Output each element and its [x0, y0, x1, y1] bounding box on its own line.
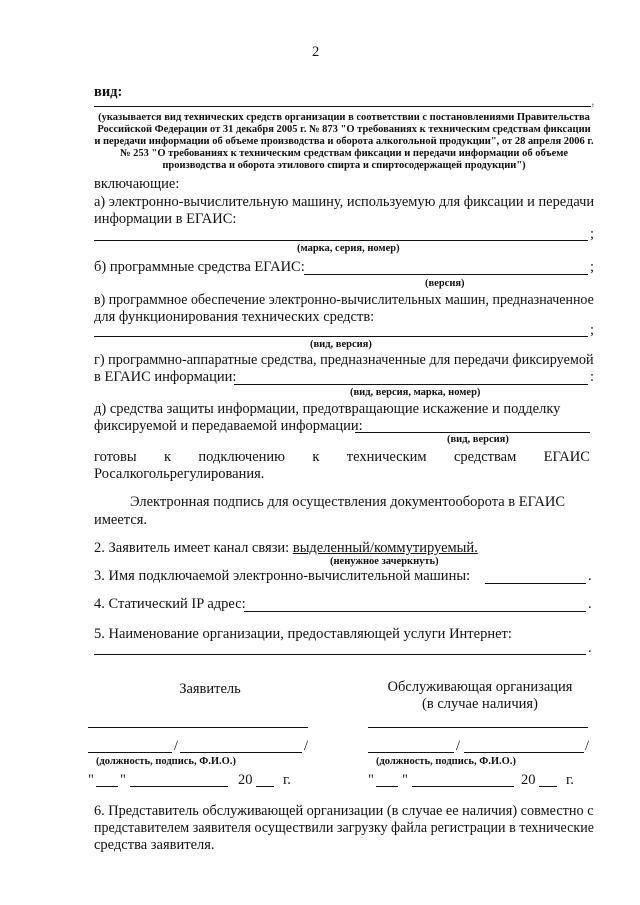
applicant-signature-line[interactable]	[180, 752, 302, 753]
service-year-line[interactable]	[539, 786, 557, 787]
item-v-hint: (вид, версия)	[310, 339, 372, 350]
paragraph-6-line-3: средства заявителя.	[94, 837, 215, 853]
service-date-close-quote: "	[402, 772, 408, 788]
page-number: 2	[312, 44, 320, 60]
channel-options[interactable]: выделенный/коммутируемый.	[292, 540, 478, 556]
paragraph-5-period: .	[588, 640, 592, 656]
note-line-4: № 253 "О требованиях к техническим средствам фиксации и передачи информации об объеме	[119, 148, 569, 159]
applicant-position-line[interactable]	[88, 752, 172, 753]
applicant-date-open-quote: "	[88, 772, 94, 788]
vid-fill-line[interactable]	[94, 106, 591, 107]
item-a-fill-line[interactable]	[94, 240, 588, 241]
item-g-line-2: в ЕГАИС информации:	[94, 369, 237, 385]
paragraph-3-period: .	[588, 568, 592, 584]
item-v-semicolon: ;	[590, 322, 595, 338]
item-d-fill-line[interactable]	[355, 432, 590, 433]
item-v-line-1: в) программное обеспечение электронно-вычислительных машин, предназначенное	[94, 292, 594, 308]
service-date-open-quote: "	[368, 772, 374, 788]
ready-word: средствам	[453, 449, 517, 465]
applicant-slash-1: /	[174, 738, 179, 754]
service-position-hint: (должность, подпись, Ф.И.О.)	[376, 756, 516, 767]
ip-address-fill-line[interactable]	[244, 611, 586, 612]
paragraph-6-line-1: 6. Представитель обслуживающей организации (в случае ее наличия) совместно с	[94, 803, 594, 819]
service-org-name-line[interactable]	[368, 727, 588, 728]
paragraph-4: 4. Статический IP адрес:	[94, 596, 246, 612]
service-position-line[interactable]	[368, 752, 454, 753]
computer-name-fill-line[interactable]	[485, 583, 586, 584]
item-g-hint: (вид, версия, марка, номер)	[350, 387, 481, 398]
applicant-name-line[interactable]	[88, 727, 308, 728]
ready-word: готовы	[94, 449, 137, 465]
applicant-day-line[interactable]	[96, 786, 118, 787]
service-signature-line[interactable]	[464, 752, 584, 753]
service-year-prefix: 20	[521, 772, 536, 788]
applicant-date-close-quote: "	[120, 772, 126, 788]
service-year-suffix: г.	[566, 772, 574, 788]
paragraph-6-line-2: представителем заявителя осуществили загрузку файла регистрации в технические	[94, 820, 594, 836]
item-b-semicolon: ;	[590, 259, 595, 275]
service-slash-1: /	[456, 738, 461, 754]
vid-comma: ,	[592, 93, 594, 109]
item-g-line-1: г) программно-аппаратные средства, предназначенные для передачи фиксируемой	[94, 352, 594, 368]
signature-line-2: имеется.	[94, 512, 148, 528]
note-line-2: Российской Федерации от 31 декабря 2005 г. № 873 "О требованиях к техническим средствам фиксации	[97, 124, 591, 135]
item-v-line-2: для функционирования технических средств:	[94, 309, 375, 325]
item-g-colon: :	[590, 369, 595, 385]
applicant-month-line[interactable]	[130, 786, 228, 787]
item-d-hint: (вид, версия)	[447, 434, 509, 445]
service-org-if-any: (в случае наличия)	[422, 696, 538, 712]
note-line-3: и передачи информации об объеме производства и оборота алкогольной продукции", от 28 апреля 2006 г.	[94, 136, 594, 147]
item-d-line-1: д) средства защиты информации, предотвращающие искажение и подделку	[94, 401, 561, 417]
note-line-1: (указывается вид технических средств организации в соответствии с постановлениями Правительства	[98, 112, 590, 123]
item-a-hint: (марка, серия, номер)	[297, 243, 400, 254]
applicant-year-line[interactable]	[256, 786, 274, 787]
paragraph-4-period: .	[588, 596, 592, 612]
including-label: включающие:	[94, 176, 180, 192]
service-month-line[interactable]	[412, 786, 514, 787]
paragraph-2-prefix: 2. Заявитель имеет канал связи:	[94, 540, 290, 556]
item-a-semicolon: ;	[590, 226, 595, 242]
ready-line-1	[94, 449, 590, 466]
item-g-fill-line[interactable]	[234, 384, 588, 385]
ready-word: подключению	[198, 449, 285, 465]
service-day-line[interactable]	[376, 786, 398, 787]
paragraph-5: 5. Наименование организации, предоставляющей услуги Интернет:	[94, 626, 512, 642]
item-b-hint: (версия)	[425, 278, 465, 289]
ready-word: ЕГАИС	[543, 449, 590, 465]
item-b-fill-line[interactable]	[304, 274, 588, 275]
item-v-fill-line[interactable]	[94, 336, 588, 337]
service-org-heading: Обслуживающая организация	[387, 679, 573, 695]
service-slash-2: /	[585, 738, 590, 754]
applicant-position-hint: (должность, подпись, Ф.И.О.)	[96, 756, 236, 767]
applicant-slash-2: /	[304, 738, 309, 754]
ready-word: техническим	[346, 449, 427, 465]
item-a-line-2: информации в ЕГАИС:	[94, 211, 237, 227]
applicant-year-suffix: г.	[283, 772, 291, 788]
applicant-year-prefix: 20	[238, 772, 253, 788]
item-b-label: б) программные средства ЕГАИС:	[94, 259, 305, 275]
paragraph-2	[94, 540, 478, 557]
channel-hint: (ненужное зачеркнуть)	[330, 556, 439, 567]
item-a-line-1: а) электронно-вычислительную машину, используемую для фиксации и передачи	[94, 194, 595, 210]
ready-word: к	[312, 449, 320, 465]
applicant-heading: Заявитель	[179, 681, 241, 697]
ready-word: к	[163, 449, 172, 465]
ready-line-2: Росалкогольрегулирования.	[94, 466, 265, 482]
note-line-5: производства и оборота этилового спирта и спиртосодержащей продукции")	[162, 160, 526, 171]
vid-label: вид:	[94, 84, 123, 100]
provider-fill-line[interactable]	[94, 654, 586, 655]
paragraph-3: 3. Имя подключаемой электронно-вычислительной машины:	[94, 568, 471, 584]
signature-line-1: Электронная подпись для осуществления документооборота в ЕГАИС	[130, 494, 566, 510]
item-d-line-2: фиксируемой и передаваемой информации:	[94, 418, 363, 434]
